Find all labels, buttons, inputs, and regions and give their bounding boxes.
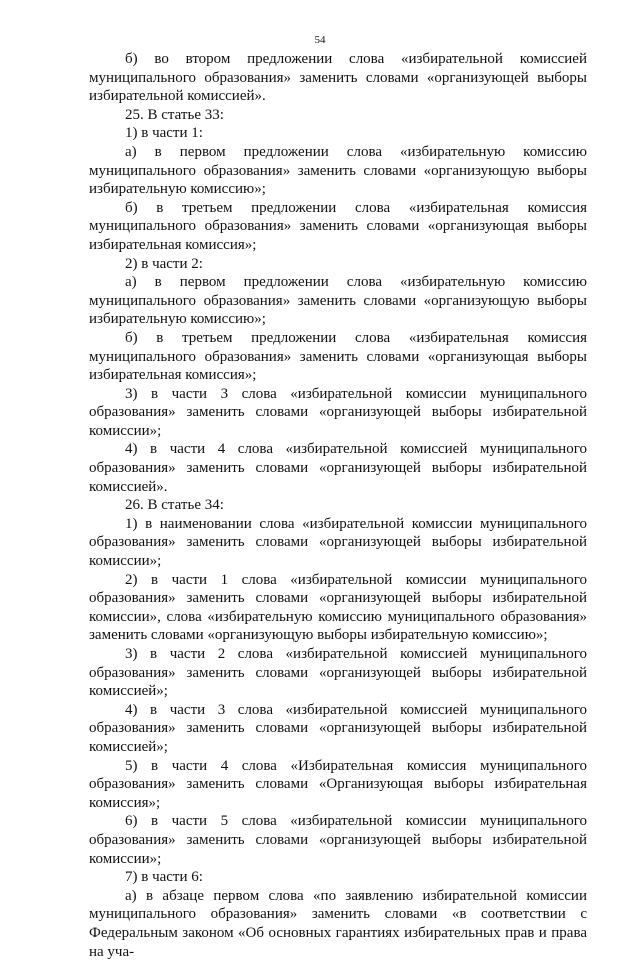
paragraph-article-33: 25. В статье 33: (125, 106, 224, 123)
document-body (89, 50, 587, 961)
paragraph-33-part-1: 1) в части 1: (125, 125, 203, 142)
paragraph-33-part-4: 4) в части 4 слова «избирательной комиссией муниципального образования» заменить словами «организующей выборы избирательной комиссией». (89, 441, 587, 495)
paragraph-33-2-b: б) в третьем предложении слова «избирательная комиссия муниципального образования» заменить словами «организующая выборы избирательная комиссия»; (89, 329, 587, 384)
paragraph-34-part-1: 2) в части 1 слова «избирательной комиссии муниципального образования» заменить словами «организующей выборы избирательной комиссии», слова «избирательную комиссию муниципального образования» заменить словами «организующую выборы избирательную комиссию»; (89, 571, 587, 644)
paragraph-34-part-4: 5) в части 4 слова «Избирательная комиссия муниципального образования» заменить словами «Организующая выборы избирательная комиссия»; (89, 757, 587, 811)
paragraph-34-part-6: 7) в части 6: (125, 869, 203, 886)
paragraph-b-second-sentence: б) во втором предложении слова «избирательной комиссией муниципального образования» заменить словами «организующей выборы избирательной комиссией». (89, 51, 587, 105)
paragraph-33-part-2: 2) в части 2: (125, 255, 203, 272)
paragraph-33-2-a: а) в первом предложении слова «избирательную комиссию муниципального образования» заменить словами «организующую выборы избирательную комиссию»; (89, 274, 587, 328)
paragraph-33-part-3: 3) в части 3 слова «избирательной комиссии муниципального образования» заменить словами «организующей выборы избирательной комиссии»; (89, 385, 587, 439)
paragraph-34-part-5: 6) в части 5 слова «избирательной комиссии муниципального образования» заменить словами «организующей выборы избирательной комиссии»; (89, 813, 587, 867)
paragraph-33-1-b: б) в третьем предложении слова «избирательная комиссия муниципального образования» заменить словами «организующая выборы избирательная комиссия»; (89, 199, 587, 253)
paragraph-34-part-3: 4) в части 3 слова «избирательной комиссией муниципального образования» заменить словами «организующей выборы избирательной комиссией»; (89, 701, 587, 755)
paragraph-article-34: 26. В статье 34: (125, 497, 224, 514)
page-number: 54 (314, 34, 326, 46)
paragraph-34-title: 1) в наименовании слова «избирательной комиссии муниципального образования» заменить словами «организующей выборы избирательной комиссии»; (89, 515, 587, 570)
paragraph-34-part-2: 3) в части 2 слова «избирательной комиссией муниципального образования» заменить словами «организующей выборы избирательной комиссией»; (89, 646, 587, 700)
paragraph-33-1-a: а) в первом предложении слова «избирательную комиссию муниципального образования» заменить словами «организующую выборы избирательную комиссию»; (89, 143, 587, 198)
paragraph-34-6-a: а) в абзаце первом слова «по заявлению избирательной комиссии муниципального образования» заменить словами «в соответствии с Федеральным законом «Об основных гарантиях избирательных прав и права на уча- (89, 887, 587, 960)
